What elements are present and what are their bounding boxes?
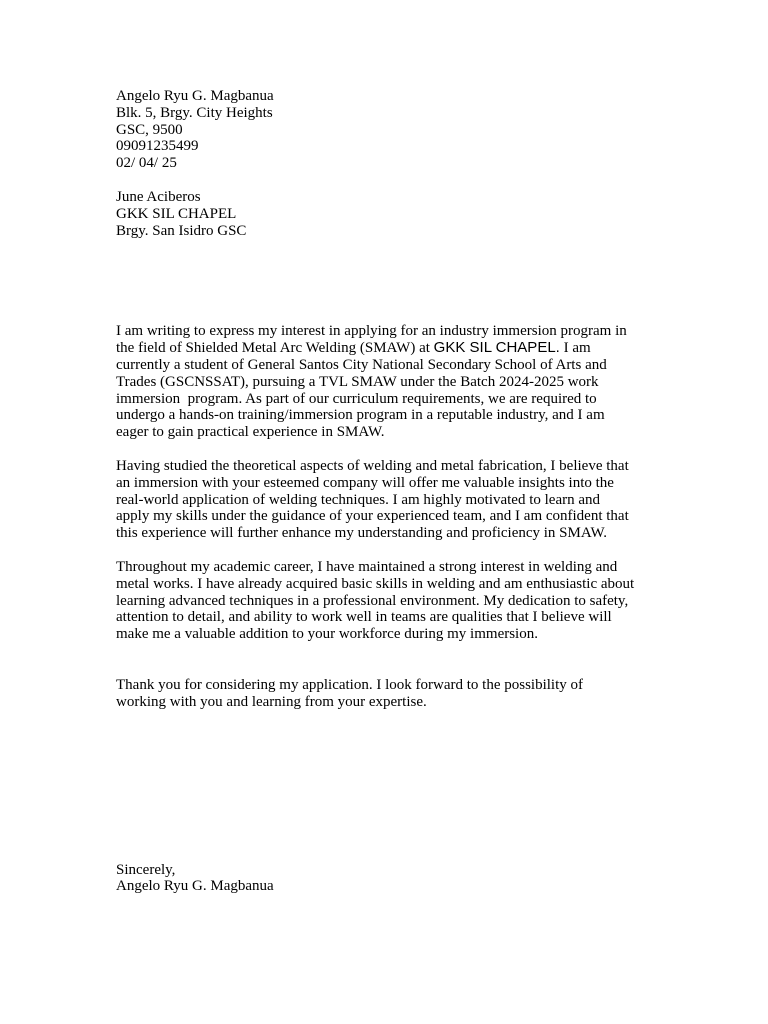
paragraph-text: I am xyxy=(559,340,591,357)
paragraph-line: an immersion with your esteemed company will offer me valuable insights into the xyxy=(116,474,614,491)
paragraph-text: the field of Shielded Metal Arc Welding (SMAW) at xyxy=(116,340,434,357)
paragraph-studies xyxy=(116,458,656,542)
letter-page xyxy=(116,88,656,895)
paragraph-line: learning advanced techniques in a professional environment. My dedication to safety, xyxy=(116,592,629,609)
letter-date: 02/ 04/ 25 xyxy=(116,155,177,172)
paragraph-line: Thank you for considering my application. I look forward to the possibility of xyxy=(116,676,583,693)
paragraph-line: make me a valuable addition to your workforce during my immersion. xyxy=(116,626,538,643)
paragraph-line: working with you and learning from your expertise. xyxy=(116,693,427,710)
sender-address-line1: Blk. 5, Brgy. City Heights xyxy=(116,104,273,121)
organization-inline: GKK SIL CHAPEL. xyxy=(433,339,560,357)
closing-block xyxy=(116,862,656,896)
paragraph-line: Having studied the theoretical aspects of welding and metal fabrication, I believe that xyxy=(116,457,629,474)
closing-salutation: Sincerely, xyxy=(116,861,176,878)
paragraph-line: attention to detail, and ability to work well in teams are qualities that I believe will xyxy=(116,609,612,626)
paragraph-intro xyxy=(116,323,656,441)
paragraph-line: Trades (GSCNSSAT), pursuing a TVL SMAW under the Batch 2024-2025 work xyxy=(116,373,599,390)
paragraph-line: Throughout my academic career, I have maintained a strong interest in welding and xyxy=(116,558,618,575)
recipient-address: Brgy. San Isidro GSC xyxy=(116,222,247,239)
paragraph-line: undergo a hands-on training/immersion program in a reputable industry, and I am xyxy=(116,407,605,424)
recipient-name: June Aciberos xyxy=(116,188,201,205)
paragraph-line: real-world application of welding techniques. I am highly motivated to learn and xyxy=(116,491,601,508)
paragraph-career xyxy=(116,559,656,643)
recipient-organization: GKK SIL CHAPEL xyxy=(116,205,237,222)
sender-phone: 09091235499 xyxy=(116,138,199,155)
sender-address-line2: GSC, 9500 xyxy=(116,121,183,138)
paragraph-thanks xyxy=(116,677,656,711)
paragraph-line: metal works. I have already acquired basic skills in welding and am enthusiastic about xyxy=(116,575,635,592)
paragraph-line: apply my skills under the guidance of your experienced team, and I am confident that xyxy=(116,508,629,525)
recipient-block xyxy=(116,189,656,239)
paragraph-line: currently a student of General Santos City National Secondary School of Arts and xyxy=(116,356,607,373)
paragraph-line: immersion program. As part of our curriculum requirements, we are required to xyxy=(116,390,597,407)
paragraph-line xyxy=(116,340,656,357)
signature-name: Angelo Ryu G. Magbanua xyxy=(116,878,274,895)
sender-name: Angelo Ryu G. Magbanua xyxy=(116,88,274,104)
paragraph-line: I am writing to express my interest in applying for an industry immersion program in xyxy=(116,323,627,340)
paragraph-line: this experience will further enhance my understanding and proficiency in SMAW. xyxy=(116,525,608,542)
paragraph-line: eager to gain practical experience in SMAW. xyxy=(116,424,385,441)
sender-block xyxy=(116,88,656,172)
